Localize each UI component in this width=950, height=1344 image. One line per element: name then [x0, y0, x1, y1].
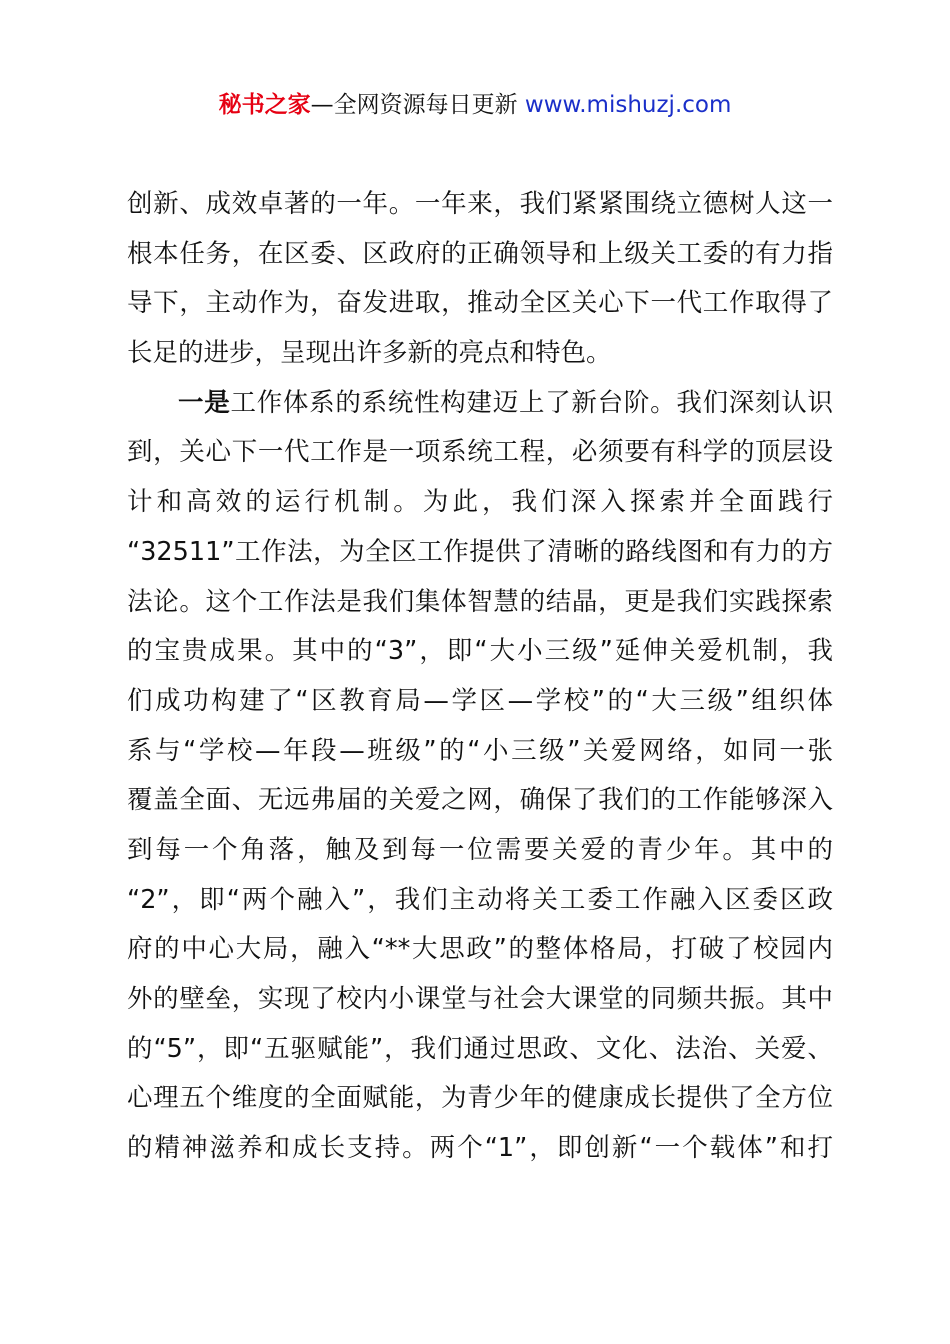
- text-line: 法论。这个工作法是我们集体智慧的结晶，更是我们实践探索: [127, 586, 833, 617]
- text-line: “2”，即“两个融入”，我们主动将关工委工作融入区委区政: [127, 884, 833, 915]
- text-line: 外的壁垒，实现了校内小课堂与社会大课堂的同频共振。其中: [127, 984, 833, 1014]
- text-line: 的宝贵成果。其中的“3”，即“大小三级”延伸关爱机制，我: [127, 636, 833, 667]
- text-line: 到，关心下一代工作是一项系统工程，必须要有科学的顶层设: [127, 437, 833, 468]
- text-line: 根本任务，在区委、区政府的正确领导和上级关工委的有力指: [127, 238, 833, 269]
- site-url: www.mishuzj.com: [524, 92, 732, 118]
- brand-name: 秘书之家: [218, 92, 311, 118]
- document-body: [127, 180, 833, 1174]
- text-line: 府的中心大局，融入“**大思政”的整体格局，打破了校园内: [127, 934, 833, 965]
- text-line: 导下，主动作为，奋发进取，推动全区关心下一代工作取得了: [127, 288, 833, 319]
- text-line: 长足的进步，呈现出许多新的亮点和特色。: [127, 338, 612, 369]
- text-line: 们成功构建了“区教育局—学区—学校”的“大三级”组织体: [127, 685, 833, 716]
- paragraph-lead: 一是: [178, 387, 231, 418]
- text-line: 到每一个角落，触及到每一位需要关爱的青少年。其中的: [127, 834, 833, 865]
- text-line: 计和高效的运行机制。为此，我们深入探索并全面践行: [127, 487, 833, 518]
- text-line: 覆盖全面、无远弗届的关爱之网，确保了我们的工作能够深入: [127, 785, 833, 816]
- paragraph-first-line: [127, 379, 833, 429]
- text-line: 的“5”，即“五驱赋能”，我们通过思政、文化、法治、关爱、: [127, 1033, 833, 1064]
- text-line: 心理五个维度的全面赋能，为青少年的健康成长提供了全方位: [127, 1083, 833, 1114]
- text-line: 创新、成效卓著的一年。一年来，我们紧紧围绕立德树人这一: [127, 189, 833, 219]
- header-tagline: —全网资源每日更新: [310, 92, 525, 118]
- watermark-header: [0, 88, 950, 122]
- text-line: 系与“学校—年段—班级”的“小三级”关爱网络，如同一张: [127, 735, 833, 766]
- text-line: “32511”工作法，为全区工作提供了清晰的路线图和有力的方: [127, 536, 833, 567]
- text-line: 的精神滋养和成长支持。两个“1”，即创新“一个载体”和打: [127, 1133, 833, 1164]
- text-line-content: 工作体系的系统性构建迈上了新台阶。我们深刻认识: [230, 387, 833, 418]
